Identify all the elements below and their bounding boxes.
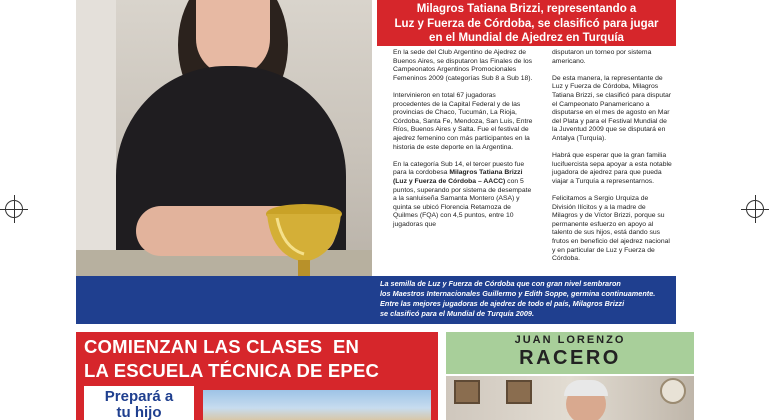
photo-caption (76, 276, 676, 324)
registration-mark-left (5, 200, 23, 218)
promo-line-1: Prepará a (104, 388, 174, 405)
caption-line: los Maestros Internacionales Guillermo y Edith Soppe, germina continuamente. (380, 289, 656, 298)
paragraph: Habrá que esperar que la gran familia lucifuercista sepa apoyar a esta notable jugadora de ajedrez para que pueda viajar a Turquía a representarnos. (552, 152, 672, 185)
player-name-bold: Milagros Tatiana Brizzi (Luz y Fuerza de Córdoba – AACC) (393, 169, 523, 185)
school-photo (203, 390, 431, 420)
article-column-2 (552, 49, 672, 272)
photo-chess-player-trophy (76, 0, 372, 276)
paragraph: En la sede del Club Argentino de Ajedrez de Buenos Aires, se disputaron las Finales de los Campeonatos Argentinos Promocionales Femeninos 2009 (categorías Sub 8 a Sub 18). (393, 49, 533, 82)
profile-last-name: RACERO (519, 347, 621, 369)
paragraph: disputaron un torneo por sistema americano. (552, 49, 652, 65)
registration-mark-right (746, 200, 764, 218)
caption-line: se clasificó para el Mundial de Turquía 2009. (380, 309, 534, 318)
headline-line-2: Luz y Fuerza de Córdoba, se clasificó para jugar (394, 17, 659, 30)
profile-name-banner (446, 332, 694, 374)
picture-frame (506, 380, 532, 404)
headline-line-1: Milagros Tatiana Brizzi, representando a (416, 3, 637, 15)
paragraph: En la categoría Sub 14, el tercer puesto fue para la cordobesa Milagros Tatiana Brizzi (Luz y Fuerza de Córdoba – AACC) con 5 puntos, superando por sistema de desempate a la sanluiseña Samanta Montero (ASA) y quinta se ubicó Florencia Retamoza de Quilmes (FQA) con 4,5 puntos, entre 10 jugadoras que (393, 160, 532, 228)
caption-line: La semilla de Luz y Fuerza de Córdoba que con gran nivel sembraron (380, 279, 621, 288)
promo-box (84, 386, 194, 420)
article-column-1 (393, 49, 535, 238)
profile-photo (446, 376, 694, 420)
school-headline-line-1: COMIENZAN LAS CLASES EN (84, 336, 360, 357)
paragraph: Intervinieron en total 67 jugadoras procedentes de la Capital Federal y de las provincias de Chaco, Tucumán, La Rioja, Córdoba, Santa Fe, Mendoza, San Luis, Entre Ríos, Buenos Aires y Salta. Fue el festival de ajedrez femenino con más participantes en la historia de este deporte en la Argentina. (393, 91, 533, 151)
trophy-icon (261, 196, 347, 276)
paragraph: De esta manera, la representante de Luz y Fuerza de Córdoba, Milagros Tatiana Brizzi, se clasificó para disputar el Campeonato Panamericano a disputarse en el mes de agosto en Mar del Plata y para el Festival Mundial de la Juventud 2009 que se disputará en Antalya (Turquía). (552, 74, 671, 142)
wall-clock (660, 378, 686, 404)
paragraph: Felicitamos a Sergio Urquiza de División Ilícitos y a la madre de Milagros y de Víctor Brizzi, porque su permanente esfuerzo en apoyo al talento de sus hijos, está dando sus frutos en beneficio del ajedrez nacional y en particular de Luz y Fuerza de Córdoba. (552, 195, 670, 263)
profile-first-name: JUAN LORENZO (514, 334, 626, 346)
caption-line: Entre las mejores jugadoras de ajedrez de todo el país, Milagros Brizzi (380, 299, 625, 308)
school-headline-line-2: LA ESCUELA TÉCNICA DE EPEC (84, 360, 380, 381)
promo-line-2: tu hijo (116, 404, 162, 420)
picture-frame (454, 380, 480, 404)
headline-line-3: en el Mundial de Ajedrez en Turquía (429, 32, 624, 44)
article-headline (377, 0, 676, 46)
